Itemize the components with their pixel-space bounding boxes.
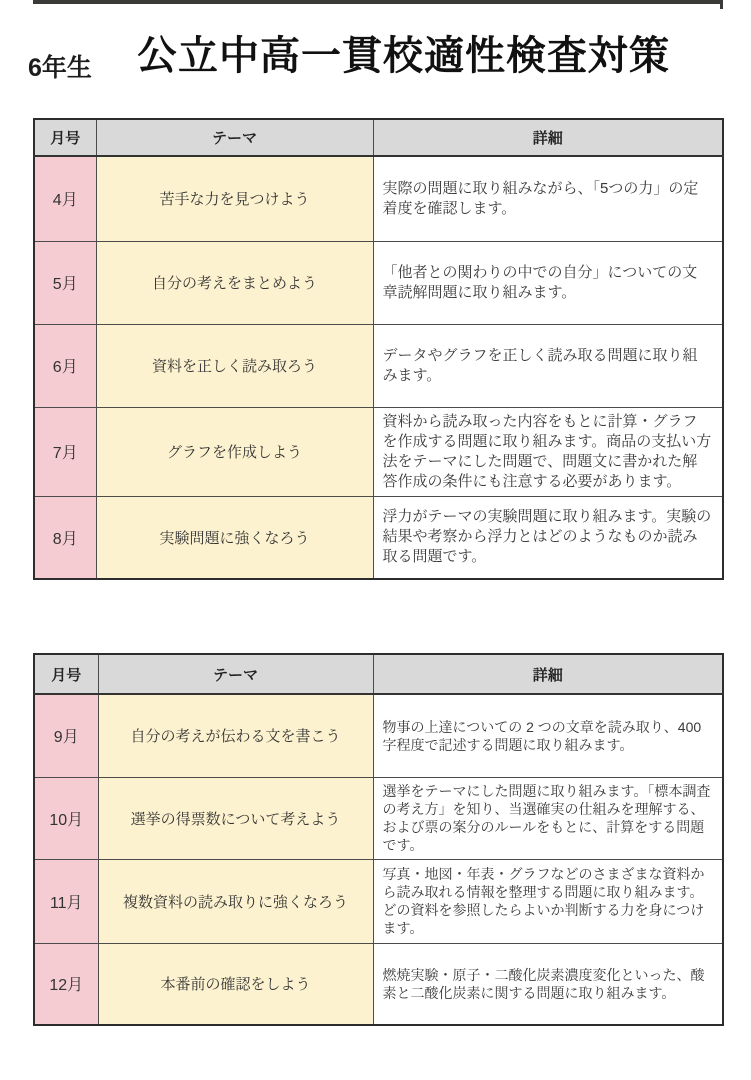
month-cell: 11月: [34, 859, 98, 943]
detail-cell: 物事の上達についての 2 つの文章を読み取り、400 字程度で記述する問題に取り組みます。: [373, 694, 723, 777]
table-row: [34, 859, 723, 943]
month-cell: 9月: [34, 694, 98, 777]
detail-cell: 浮力がテーマの実験問題に取り組みます。実験の結果や考察から浮力とはどのようなものか読み取る問題です。: [373, 496, 723, 579]
table-row: [34, 156, 723, 241]
page-title: 公立中高一貫校適性検査対策: [137, 34, 670, 78]
column-header-month: 月号: [34, 654, 98, 694]
table-row: [34, 324, 723, 407]
column-header-theme: テーマ: [98, 654, 373, 694]
table-row: [34, 407, 723, 496]
cropped-table-edge: [33, 0, 723, 4]
theme-cell: 実験問題に強くなろう: [96, 496, 373, 579]
column-header-detail: 詳細: [373, 119, 723, 156]
month-cell: 5月: [34, 241, 96, 324]
table-row: [34, 241, 723, 324]
column-header-theme: テーマ: [96, 119, 373, 156]
detail-cell: 選挙をテーマにした問題に取り組みます。「標本調査の考え方」を知り、当選確実の仕組みを理解する、および票の案分のルールをもとに、計算をする問題です。: [373, 777, 723, 859]
month-cell: 7月: [34, 407, 96, 496]
table-header-row: [34, 654, 723, 694]
detail-cell: 「他者との関わりの中での自分」についての文章読解問題に取り組みます。: [373, 241, 723, 324]
theme-cell: 資料を正しく読み取ろう: [96, 324, 373, 407]
theme-cell: 自分の考えが伝わる文を書こう: [98, 694, 373, 777]
theme-cell: 自分の考えをまとめよう: [96, 241, 373, 324]
grade-label: 6年生: [28, 54, 92, 82]
column-header-detail: 詳細: [373, 654, 723, 694]
detail-cell: 資料から読み取った内容をもとに計算・グラフを作成する問題に取り組みます。商品の支払い方法をテーマにした問題で、問題文に書かれた解答作成の条件にも注意する必要があります。: [373, 407, 723, 496]
month-cell: 8月: [34, 496, 96, 579]
detail-cell: 写真・地図・年表・グラフなどのさまざまな資料から読み取れる情報を整理する問題に取り組みます。どの資料を参照したらよいか判断する力を身につけます。: [373, 859, 723, 943]
table-header-row: [34, 119, 723, 156]
table-row: [34, 496, 723, 579]
theme-cell: 本番前の確認をしよう: [98, 943, 373, 1025]
month-cell: 10月: [34, 777, 98, 859]
month-cell: 12月: [34, 943, 98, 1025]
theme-cell: 複数資料の読み取りに強くなろう: [98, 859, 373, 943]
month-cell: 4月: [34, 156, 96, 241]
schedule-table-sep-dec: [33, 653, 724, 1026]
table-row: [34, 694, 723, 777]
schedule-table-apr-aug: [33, 118, 724, 580]
theme-cell: 選挙の得票数について考えよう: [98, 777, 373, 859]
detail-cell: データやグラフを正しく読み取る問題に取り組みます。: [373, 324, 723, 407]
table-row: [34, 943, 723, 1025]
theme-cell: グラフを作成しよう: [96, 407, 373, 496]
column-header-month: 月号: [34, 119, 96, 156]
detail-cell: 実際の問題に取り組みながら、「5つの力」の定着度を確認します。: [373, 156, 723, 241]
table-row: [34, 777, 723, 859]
detail-cell: 燃焼実験・原子・二酸化炭素濃度変化といった、酸素と二酸化炭素に関する問題に取り組みます。: [373, 943, 723, 1025]
theme-cell: 苦手な力を見つけよう: [96, 156, 373, 241]
month-cell: 6月: [34, 324, 96, 407]
